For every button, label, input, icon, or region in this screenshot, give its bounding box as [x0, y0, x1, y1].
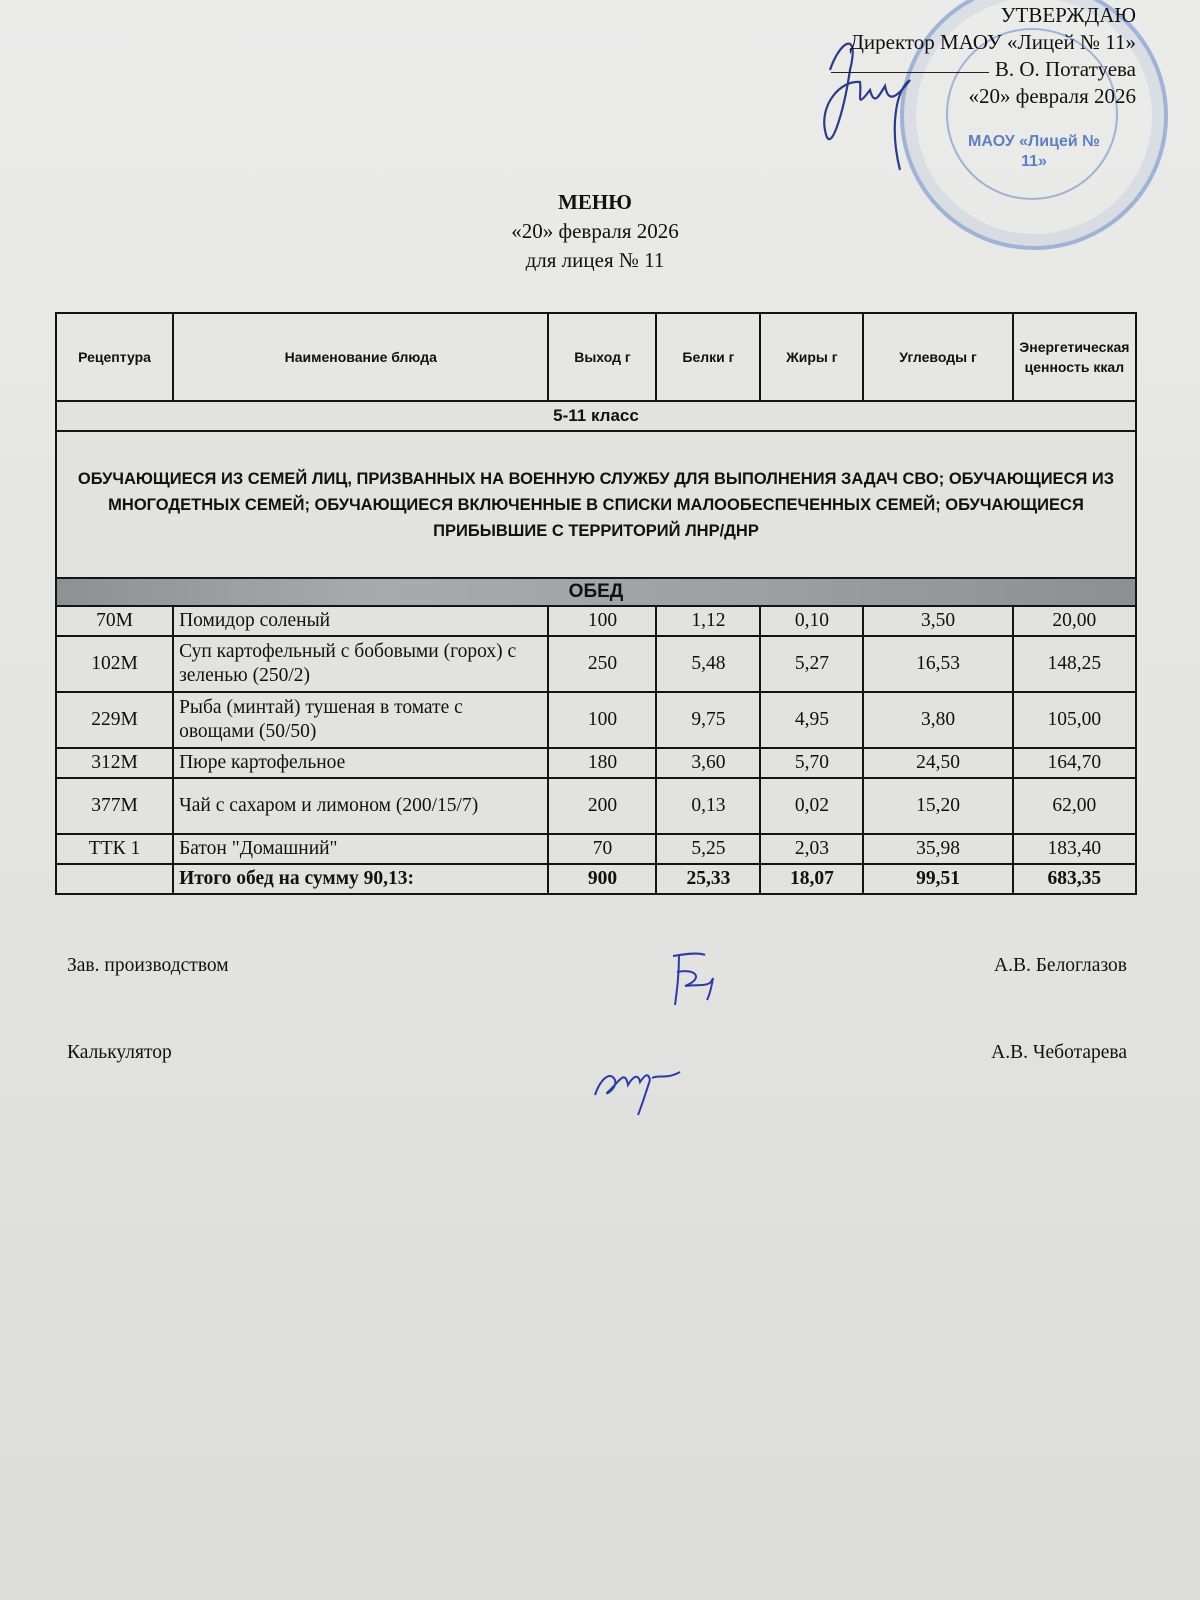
title-heading: МЕНЮ [558, 190, 632, 214]
protein-value: 9,75 [656, 692, 760, 748]
protein-value: 3,60 [656, 748, 760, 778]
header-dish-name: Наименование блюда [173, 313, 548, 401]
recipe-code: 312М [56, 748, 173, 778]
kcal-value: 105,00 [1013, 692, 1136, 748]
carbs-value: 16,53 [863, 636, 1012, 692]
approval-position: Директор МАОУ «Лицей № 11» [849, 30, 1136, 54]
table-header-row [56, 313, 1136, 401]
dish-name: Рыба (минтай) тушеная в томате с овощами (50/50) [173, 692, 548, 748]
fat-value: 0,02 [760, 778, 863, 834]
approval-date: «20» февраля 2026 [968, 84, 1136, 108]
table-row [56, 692, 1136, 748]
kcal-value: 164,70 [1013, 748, 1136, 778]
menu-table [55, 312, 1137, 895]
signature-person: А.В. Белоглазов [994, 955, 1127, 976]
meal-label: ОБЕД [56, 578, 1136, 606]
recipe-code: ТТК 1 [56, 834, 173, 864]
carbs-value: 24,50 [863, 748, 1012, 778]
dish-name: Помидор соленый [173, 606, 548, 636]
total-row [56, 864, 1136, 894]
approval-name: В. О. Потатуева [994, 57, 1136, 81]
signature-calculator [67, 1042, 1127, 1068]
header-energy: Энергетическая ценность ккал [1013, 313, 1136, 401]
carbs-value: 35,98 [863, 834, 1012, 864]
carbs-value: 15,20 [863, 778, 1012, 834]
dish-name: Чай с сахаром и лимоном (200/15/7) [173, 778, 548, 834]
approval-block [831, 2, 1136, 110]
yield-value: 250 [548, 636, 656, 692]
dish-name: Пюре картофельное [173, 748, 548, 778]
fat-value: 2,03 [760, 834, 863, 864]
yield-value: 200 [548, 778, 656, 834]
dish-name: Суп картофельный с бобовыми (горох) с зеленью (250/2) [173, 636, 548, 692]
protein-value: 5,48 [656, 636, 760, 692]
fat-value: 5,27 [760, 636, 863, 692]
header-protein: Белки г [656, 313, 760, 401]
yield-value: 100 [548, 606, 656, 636]
kcal-value: 148,25 [1013, 636, 1136, 692]
header-fat: Жиры г [760, 313, 863, 401]
table-row [56, 606, 1136, 636]
header-carbs: Углеводы г [863, 313, 1012, 401]
signature-role: Зав. производством [67, 955, 229, 976]
table-row [56, 636, 1136, 692]
total-kcal: 683,35 [1013, 864, 1136, 894]
table-row [56, 748, 1136, 778]
title-date: «20» февраля 2026 [511, 219, 679, 243]
signature-role: Калькулятор [67, 1042, 172, 1063]
header-yield: Выход г [548, 313, 656, 401]
carbs-value: 3,80 [863, 692, 1012, 748]
kcal-value: 183,40 [1013, 834, 1136, 864]
signature-line [831, 72, 989, 73]
yield-value: 70 [548, 834, 656, 864]
total-label: Итого обед на сумму 90,13: [173, 864, 548, 894]
recipe-code: 229М [56, 692, 173, 748]
total-yield: 900 [548, 864, 656, 894]
yield-value: 100 [548, 692, 656, 748]
total-code [56, 864, 173, 894]
document-title [0, 188, 1190, 275]
dish-name: Батон "Домашний" [173, 834, 548, 864]
table-row [56, 834, 1136, 864]
recipe-code: 377М [56, 778, 173, 834]
carbs-value: 3,50 [863, 606, 1012, 636]
total-carbs: 99,51 [863, 864, 1012, 894]
recipe-code: 102М [56, 636, 173, 692]
kcal-value: 62,00 [1013, 778, 1136, 834]
approval-heading: УТВЕРЖДАЮ [1000, 3, 1136, 27]
title-school: для лицея № 11 [525, 248, 665, 272]
total-fat: 18,07 [760, 864, 863, 894]
total-protein: 25,33 [656, 864, 760, 894]
protein-value: 0,13 [656, 778, 760, 834]
fat-value: 0,10 [760, 606, 863, 636]
kcal-value: 20,00 [1013, 606, 1136, 636]
stamp-text: МАОУ «Лицей № 11» [968, 133, 1100, 170]
protein-value: 1,12 [656, 606, 760, 636]
fat-value: 4,95 [760, 692, 863, 748]
signature-person: А.В. Чеботарева [991, 1042, 1127, 1063]
fat-value: 5,70 [760, 748, 863, 778]
yield-value: 180 [548, 748, 656, 778]
table-row [56, 778, 1136, 834]
protein-value: 5,25 [656, 834, 760, 864]
header-recipe: Рецептура [56, 313, 173, 401]
class-label: 5-11 класс [56, 401, 1136, 431]
signature-production-manager [67, 955, 1127, 981]
category-label: ОБУЧАЮЩИЕСЯ ИЗ СЕМЕЙ ЛИЦ, ПРИЗВАННЫХ НА ВОЕННУЮ СЛУЖБУ ДЛЯ ВЫПОЛНЕНИЯ ЗАДАЧ СВО; ОБУЧАЮЩИЕСЯ ИЗ МНОГОДЕТНЫХ СЕМЕЙ; ОБУЧАЮЩИЕСЯ ВКЛЮЧЕННЫЕ В СПИСКИ МАЛООБЕСПЕЧЕННЫХ СЕМЕЙ; ОБУЧАЮЩИЕСЯ ПРИБЫВШИЕ С ТЕРРИТОРИЙ ЛНР/ДНР [56, 431, 1136, 578]
recipe-code: 70М [56, 606, 173, 636]
